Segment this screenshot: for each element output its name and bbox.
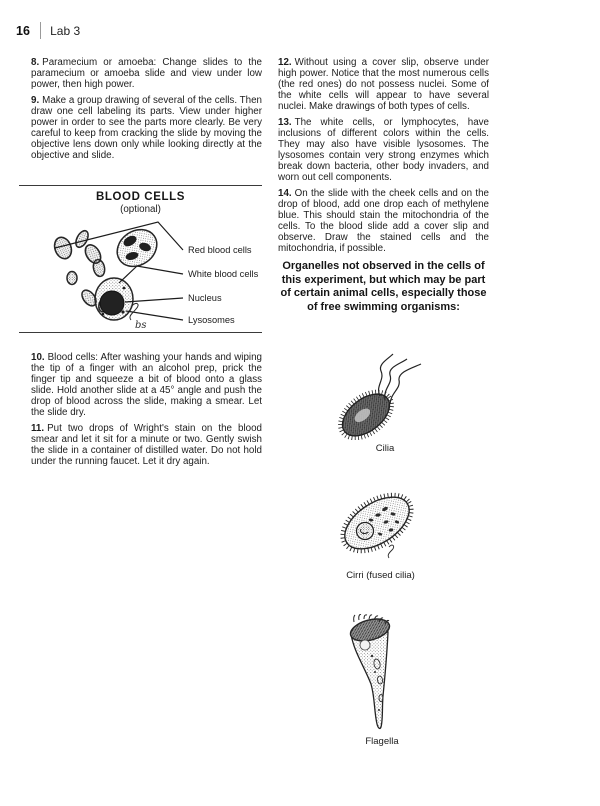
- step-13-number: 13.: [278, 117, 292, 128]
- step-13-text: The white cells, or lymphocytes, have inclusions of different colors within the cells. They may also have visible lysosomes. The lysosomes contain very strong enzymes which break down bacteria, other body invaders, and worn out cell components.: [278, 117, 489, 183]
- figure-title: BLOOD CELLS: [95, 191, 185, 203]
- cilia-filaments: [379, 354, 421, 404]
- flagella-caption: Flagella: [365, 736, 399, 747]
- step-8-text: Paramecium or amoeba: Change slides to the paramecium or amoeba slide and view under low power, then high power.: [31, 57, 262, 90]
- step-9: [31, 95, 262, 161]
- cilia-drawing: [330, 352, 440, 440]
- organelles-heading: Organelles not observed in the cells of this experiment, but which may be part of certain animal cells, especially those of free swimming organisms:: [280, 260, 487, 313]
- step-11: [31, 423, 262, 467]
- page-header: [16, 22, 80, 39]
- step-11-text: Put two drops of Wright's stain on the blood smear and let it sit for a minute or two. Gently swish the slide in a container of distilled water. Do not hold under the running faucet. Let it dry again.: [31, 423, 262, 467]
- step-10-text: Blood cells: After washing your hands and wiping the tip of a finger with an alcohol prep, prick the finger tip and squeeze a bit of blood onto a glass slide. Hold another slide at a 45° angle and push the drop of blood across the slide, making a smear. Let the slide dry.: [31, 352, 262, 418]
- left-column-bottom: [31, 352, 262, 472]
- figure-label-lysosomes: Lysosomes: [188, 315, 235, 325]
- step-8: [31, 57, 262, 90]
- blood-cells-figure: [19, 185, 262, 333]
- step-12-text: Without using a cover slip, observe under high power. Notice that the most numerous cells (the red ones) do not possess nuclei. Some of the white cells will appear to have several nuclei. Make drawings of both types of cells.: [278, 57, 489, 112]
- step-12: [278, 57, 489, 112]
- flagella-illustration: [341, 614, 423, 747]
- cirri-illustration: [333, 489, 428, 581]
- step-14-number: 14.: [278, 188, 292, 199]
- step-13: [278, 117, 489, 183]
- white-blood-cell-bottom-drawing: [95, 278, 133, 320]
- flagella-drawing: [341, 614, 423, 734]
- step-14: [278, 188, 489, 254]
- step-8-number: 8.: [31, 57, 40, 68]
- step-10-number: 10.: [31, 352, 45, 363]
- left-column-top: [31, 57, 262, 166]
- figure-subtitle: (optional): [120, 203, 161, 215]
- artist-signature: bs: [135, 320, 147, 331]
- step-14-text: On the slide with the cheek cells and on the drop of blood, add one drop each of methylene blue. This should stain the mitochondria of the cells. To the blood slide add a cover slip and observe. Draw the stained cells and the mitochondria, if possible.: [278, 188, 489, 254]
- cilia-illustration: [330, 352, 440, 454]
- step-9-text: Make a group drawing of several of the cells. Then draw one cell labeling its parts. View under higher power in order to see the parts more clearly. Be very careful to keep from cracking the slide by moving the objective lens down only while looking directly at the objective and slide.: [31, 95, 262, 161]
- right-column: [278, 57, 489, 314]
- cirri-drawing: [333, 489, 428, 561]
- figure-label-red-blood-cells: Red blood cells: [188, 245, 252, 255]
- signature-squiggle: [388, 545, 393, 558]
- header-divider: [40, 22, 41, 39]
- cirri-caption: Cirri (fused cilia): [346, 570, 415, 581]
- step-9-number: 9.: [31, 95, 40, 106]
- step-12-number: 12.: [278, 57, 292, 68]
- step-10: [31, 352, 262, 418]
- step-11-number: 11.: [31, 423, 45, 434]
- figure-label-nucleus: Nucleus: [188, 293, 222, 303]
- figure-label-white-blood-cells: White blood cells: [188, 269, 259, 279]
- lab-title: Lab 3: [50, 23, 81, 38]
- page-number: 16: [16, 23, 30, 38]
- cilia-caption: Cilia: [375, 443, 395, 454]
- blood-cells-diagram: [19, 214, 262, 332]
